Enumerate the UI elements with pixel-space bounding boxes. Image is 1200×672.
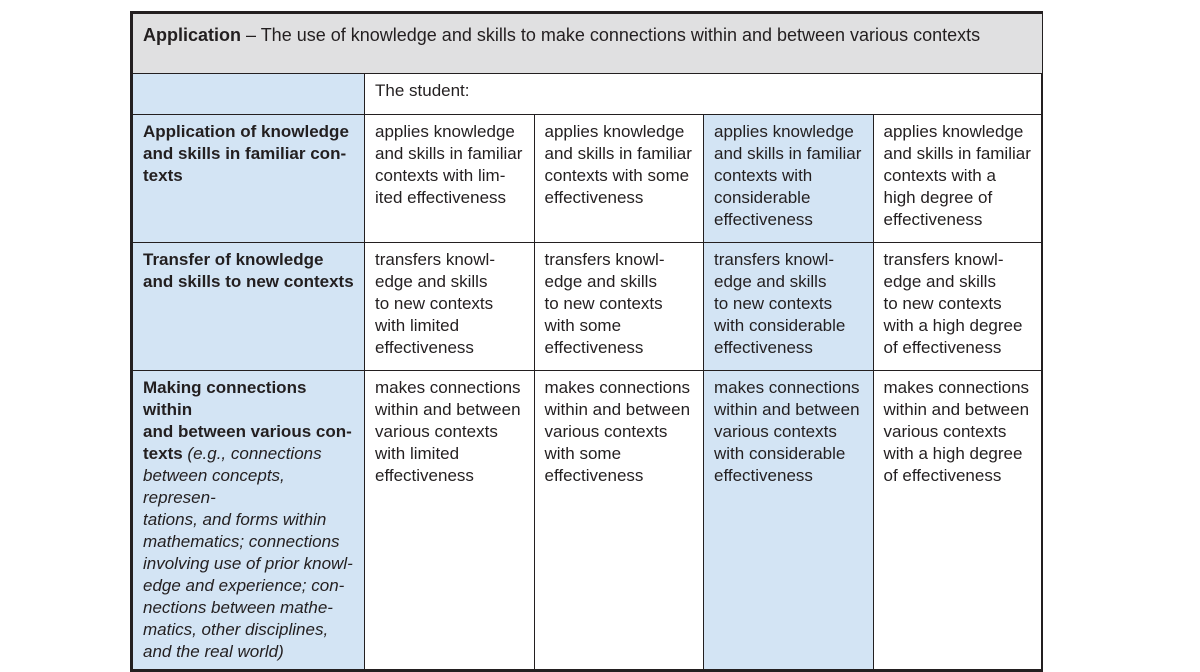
level-2-cell: applies knowledge and skills in familiar contexts with some effectiveness [534,115,704,243]
student-label: The student: [365,74,1043,115]
criterion-examples-note: (e.g., connections between concepts, represen- tations, and forms within mathematics; connections involving use of prior knowl- edge and experience; con- nections between mathe- matics, other disciplines, and the real world) [143,444,353,661]
level-2-cell: transfers knowl- edge and skills to new contexts with some effectiveness [534,243,704,371]
criteria-column-header [133,74,365,115]
level-4-cell: transfers knowl- edge and skills to new contexts with a high degree of effectiveness [873,243,1043,371]
level-1-cell: makes connections within and between various contexts with limited effectiveness [365,371,535,670]
criterion-label: Application of knowledge and skills in familiar con- texts [143,122,349,185]
level-1-cell: applies knowledge and skills in familiar contexts with lim- ited effectiveness [365,115,535,243]
criterion-label: Making connections within and between various con- texts [143,378,352,463]
criterion-cell [133,115,365,243]
level-4-cell: applies knowledge and skills in familiar contexts with a high degree of effectiveness [873,115,1043,243]
rubric-table [130,11,1043,672]
level-3-cell: applies knowledge and skills in familiar contexts with considerable effectiveness [704,115,874,243]
criterion-label: Transfer of knowledge and skills to new contexts [143,250,354,291]
level-3-cell: transfers knowl- edge and skills to new contexts with considerable effectiveness [704,243,874,371]
category-header [133,14,1043,74]
level-3-cell: makes connections within and between various contexts with considerable effectiveness [704,371,874,670]
level-1-cell: transfers knowl- edge and skills to new contexts with limited effectiveness [365,243,535,371]
category-description: – The use of knowledge and skills to make connections within and between various contexts [241,25,981,45]
level-2-cell: makes connections within and between various contexts with some effectiveness [534,371,704,670]
level-4-cell: makes connections within and between various contexts with a high degree of effectiveness [873,371,1043,670]
criterion-cell [133,371,365,670]
category-title: Application [143,25,241,45]
criterion-cell [133,243,365,371]
